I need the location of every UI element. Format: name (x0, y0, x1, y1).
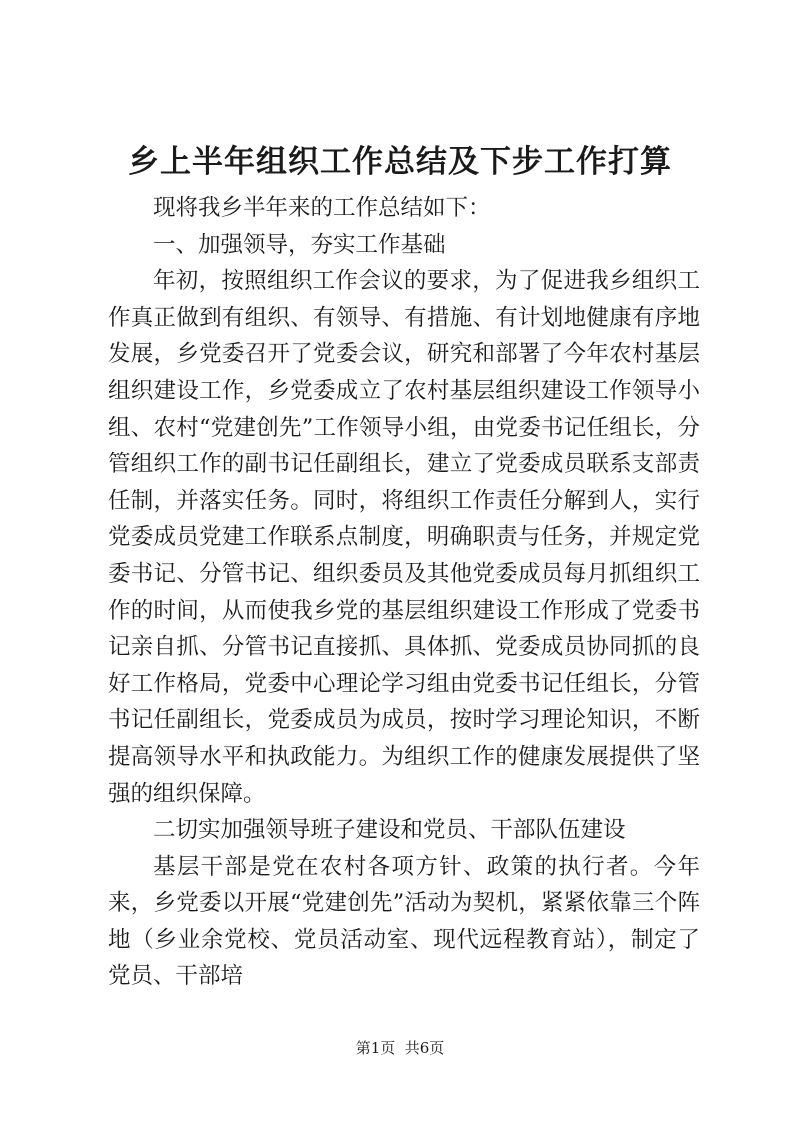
document-body (108, 190, 700, 995)
paragraph-section-1: 年初，按照组织工作会议的要求，为了促进我乡组织工作真正做到有组织、有领导、有措施、有计划地健康有序地发展，乡党委召开了党委会议，研究和部署了今年农村基层组织建设工作，乡党委成立了农村基层组织建设工作领导小组、农村“党建创先”工作领导小组，由党委书记任组长，分管组织工作的副书记任副组长，建立了党委成员联系支部责任制，并落实任务。同时，将组织工作责任分解到人，实行党委成员党建工作联系点制度，明确职责与任务，并规定党委书记、分管书记、组织委员及其他党委成员每月抓组织工作的时间，从而使我乡党的基层组织建设工作形成了党委书记亲自抓、分管书记直接抓、具体抓、党委成员协同抓的良好工作格局，党委中心理论学习组由党委书记任组长，分管书记任副组长，党委成员为成员，按时学习理论知识，不断提高领导水平和执政能力。为组织工作的健康发展提供了坚强的组织保障。 (108, 268, 700, 807)
document-title: 乡上半年组织工作总结及下步工作打算 (128, 144, 672, 180)
paragraph-intro: 现将我乡半年来的工作总结如下： (153, 195, 491, 221)
page-footer (0, 1038, 800, 1058)
section-heading-2: 二切实加强领导班子建设和党员、干部队伍建设 (153, 817, 626, 844)
paragraph-section-2: 基层干部是党在农村各项方针、政策的执行者。今年来，乡党委以开展“党建创先”活动为契机，紧紧依靠三个阵地（乡业余党校、党员活动室、现代远程教育站），制定了党员、干部培 (108, 853, 700, 990)
page-number-label: 第1页 共6页 (355, 1039, 445, 1057)
section-heading-1: 一、加强领导，夯实工作基础 (153, 231, 446, 258)
